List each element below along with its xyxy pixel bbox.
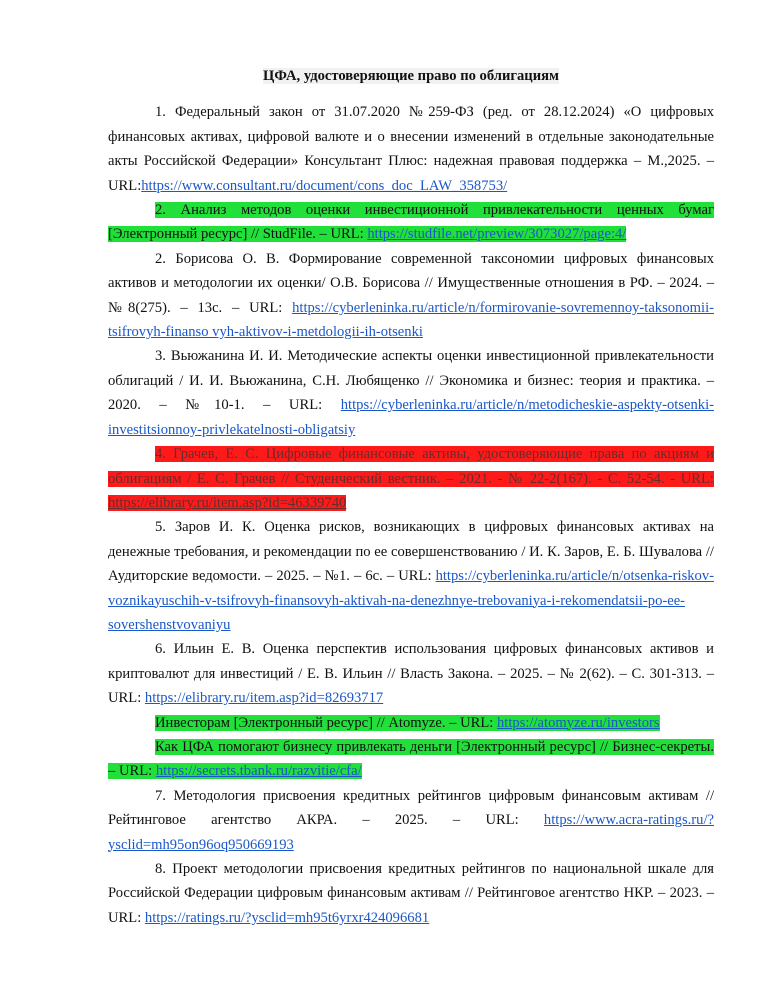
- reference-link[interactable]: https://ratings.ru/?ysclid=mh95t6yrxr424096681: [144, 909, 430, 926]
- reference-link[interactable]: https://studfile.net/preview/3073027/page:4/: [367, 226, 627, 243]
- reference-text: Борисова О. В. Формирование современной таксономии цифровых финансовых активов и методологии их оценки/ О.В. Борисова // Имущественные отношения в РФ. – 2024. – №8(275). – 13с. – URL:: [108, 250, 715, 316]
- reference-number: 8.: [155, 861, 166, 877]
- reference-link[interactable]: https://www.acra-ratings.ru/?ysclid=mh95on96oq950669193: [108, 812, 714, 853]
- reference-item-3: [108, 344, 714, 442]
- reference-link[interactable]: https://elibrary.ru/item.asp?id=82693717: [144, 690, 384, 707]
- reference-item-5: [108, 515, 714, 637]
- reference-text: Грачев, Е. С. Цифровые финансовые активы, удостоверяющие права по акциям и облигациям / Е. С. Грачев // Студенческий вестник. – 2021. - № 22-2(167). - С. 52-54. - URL:: [108, 446, 714, 487]
- highlight-green: [108, 739, 714, 779]
- reference-item-8: [108, 857, 714, 930]
- reference-link[interactable]: https://secrets.tbank.ru/razvitie/cfa/: [155, 763, 362, 780]
- reference-text: Как ЦФА помогают бизнесу привлекать деньги [Электронный ресурс] // Бизнес-секреты. – URL:: [108, 738, 714, 780]
- reference-link[interactable]: https://cyberleninka.ru/article/n/metodicheskie-aspekty-otsenki-investitsionnoy-privlekatelnosti-obligatsiy: [108, 397, 714, 438]
- reference-link[interactable]: https://elibrary.ru/item.asp?id=46339740: [108, 494, 347, 511]
- highlight-green: [108, 202, 714, 242]
- reference-item-tbank-highlighted: [108, 735, 714, 784]
- reference-number: 7.: [155, 787, 166, 804]
- reference-link[interactable]: https://www.consultant.ru/document/cons_doc_LAW_358753/: [141, 177, 508, 194]
- reference-number: 1.: [155, 104, 166, 121]
- reference-number: 4.: [155, 446, 166, 463]
- reference-number: 2.: [155, 202, 166, 219]
- reference-link[interactable]: https://cyberleninka.ru/article/n/formirovanie-sovremennoy-taksonomii-tsifrovyh-finanso vyh-aktivov-i-metdologii-ih-otsenki: [108, 299, 714, 341]
- reference-number: 5.: [155, 519, 166, 536]
- reference-item-1: [108, 100, 714, 198]
- reference-text: Федеральный закон от 31.07.2020 №259-ФЗ (ред. от 28.12.2024) «О цифровых финансовых активах, цифровой валюте и о внесении изменений в отдельные законодательные акты Российской Федерации» Консультант Плюс: надежная правовая поддержка – М.,2025. – URL:: [108, 104, 714, 194]
- reference-text: Вьюжанина И. И. Методические аспекты оценки инвестиционной привлекательности облигаций / И. И. Вьюжанина, С.Н. Любященко // Экономика и бизнес: теория и практика. – 2020. – №10-1. – URL:: [108, 348, 714, 414]
- reference-number: 3.: [155, 348, 166, 365]
- reference-item-7: [108, 784, 714, 857]
- reference-text: Заров И. К. Оценка рисков, возникающих в цифровых финансовых активах на денежные требования, и рекомендации по ее совершенствованию / И. К. Заров, Е. Б. Шувалова // Аудиторские ведомости. – 2025. – №1. – 6с. – URL:: [108, 519, 714, 585]
- reference-text: Ильин Е. В. Оценка перспектив использования цифровых финансовых активов и криптовалют для инвестиций / Е. В. Ильин // Власть Закона. – 2025. – № 2(62). – С. 301-313. – URL:: [108, 641, 714, 707]
- document-page: [108, 64, 714, 930]
- reference-number: 6.: [155, 641, 166, 658]
- highlight-red: [108, 446, 714, 511]
- reference-text: Инвесторам [Электронный ресурс] // Atomyze. – URL:: [155, 714, 497, 731]
- reference-link[interactable]: https://atomyze.ru/investors: [497, 714, 660, 731]
- reference-text: Методология присвоения кредитных рейтингов цифровым финансовым активам // Рейтинговое агентство АКРА. – 2025. – URL:: [108, 787, 714, 829]
- reference-link[interactable]: https://cyberleninka.ru/article/n/otsenka-riskov-voznikayuschih-v-tsifrovyh-finansovyh-aktivah-na-denezhnye-trebovaniya-i-rekomendatsii-po-ee-sovershenstvovaniyu: [108, 568, 714, 633]
- reference-item-2-highlighted: [108, 198, 714, 247]
- reference-item-atomyze-highlighted: [108, 711, 714, 735]
- reference-item-4-highlighted: [108, 442, 714, 515]
- reference-text: Проект методологии присвоения кредитных рейтингов по национальной шкале для Российской Федерации цифровым финансовым активам // Рейтинговое агентство НКР. – 2023. – URL:: [108, 861, 714, 926]
- reference-item-6: [108, 637, 714, 710]
- highlight-green: [155, 715, 660, 731]
- page-title: ЦФА, удостоверяющие право по облигациям: [263, 68, 559, 84]
- reference-text: Анализ методов оценки инвестиционной привлекательности ценных бумаг [Электронный ресурс] // StudFile. – URL:: [108, 202, 714, 243]
- reference-item-2: [108, 247, 714, 345]
- reference-number: 2.: [155, 250, 166, 267]
